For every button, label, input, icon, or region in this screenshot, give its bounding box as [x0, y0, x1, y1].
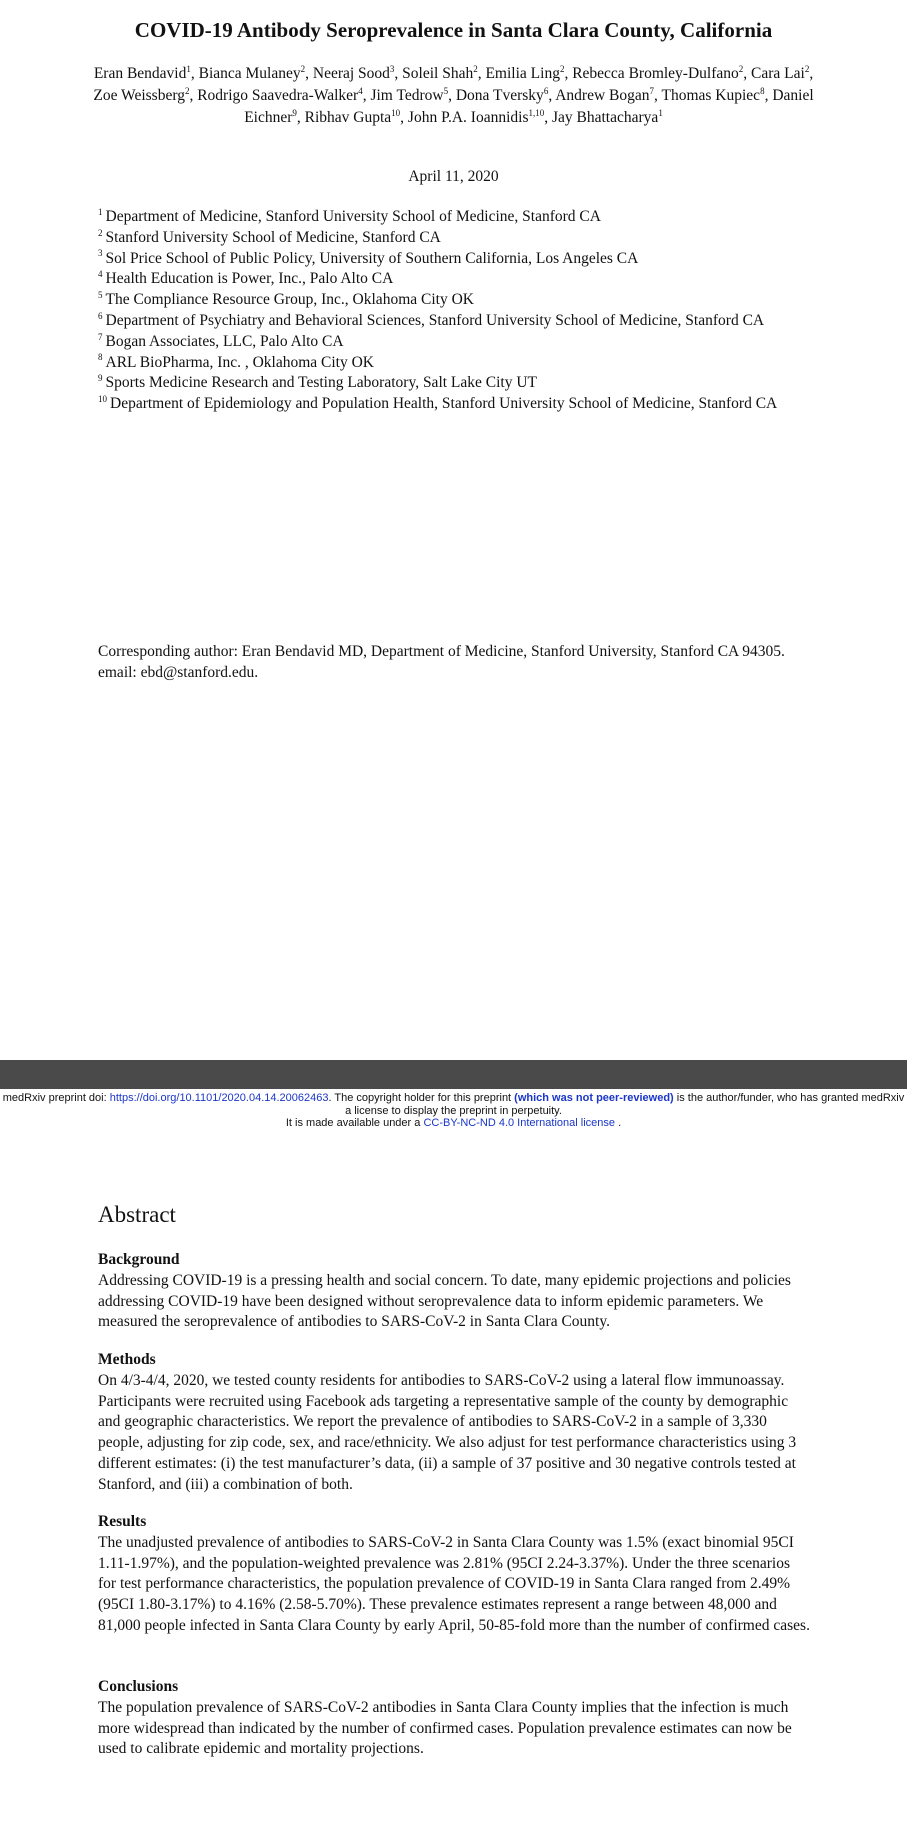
license-link[interactable]: CC-BY-NC-ND 4.0 International license [423, 1117, 616, 1129]
affiliation-number: 10 [98, 394, 107, 405]
author [555, 87, 654, 104]
affiliation-item [98, 373, 818, 394]
results-heading: Results [98, 1513, 147, 1530]
author [313, 65, 395, 82]
author [94, 65, 191, 82]
abstract-results [98, 1512, 810, 1637]
affiliation-list [98, 207, 818, 415]
author [485, 65, 564, 82]
author-affiliation-mark: 1 [186, 63, 191, 74]
affiliation-item [98, 207, 818, 228]
author-list: Eran Bendavid$^1$, Bianca Mulaney$^2$, Neeraj Sood$^3$, Soleil Shah$^2$, Emilia Ling$^2$, Rebecca Bromley-Dulfano$^2$, Cara Lai$^2$, Zoe Weissberg$^2$, Rodrigo Saavedra-Walker$^4$, Jim Tedrow$^5$, Dona Tversky$^6$, Andrew Bogan$^7$, Thomas Kupiec$^8$, Daniel Eichner$^9$, Ribhav Gupta$^{10}$, John P.A. Ioannidis$^{1,10}$, Jay Bhattacharya$^1$ [93, 63, 814, 126]
affiliation-number: 5 [98, 290, 103, 301]
author-name: Dona Tversky [455, 87, 544, 104]
results-text: The unadjusted prevalence of antibodies to SARS-CoV-2 in Santa Clara County was 1.5% (exact binomial 95CI 1.11-1.97%), and the population-weighted prevalence was 2.81% (95CI 2.24-3.37%). Under the three scenarios for test performance characteristics, the population prevalence of COVID-19 in Santa Clara ranged from 2.49% (95CI 1.80-3.17%) to 4.16% (2.58-5.70%). These prevalence estimates represent a range between 48,000 and 81,000 people infected in Santa Clara County by early April, 50-85-fold more than the number of confirmed cases. [98, 1533, 810, 1634]
author-affiliation-mark: 1,10 [528, 107, 545, 118]
affiliation-text: Health Education is Power, Inc., Palo Alto CA [105, 270, 394, 288]
author [93, 87, 189, 104]
author-affiliation-mark: 4 [358, 85, 363, 96]
author-affiliation-mark: 7 [649, 85, 654, 96]
affiliation-item [98, 311, 818, 332]
affiliation-number: 1 [98, 206, 103, 217]
affiliation-number: 2 [98, 227, 103, 238]
preprint-notice [0, 1092, 907, 1130]
paper-title: COVID-19 Antibody Seroprevalence in Santa Clara County, California [134, 18, 773, 42]
author-affiliation-mark: 2 [300, 63, 306, 74]
author [552, 109, 663, 126]
author-name: Jim Tedrow [370, 87, 444, 104]
affiliation-item [98, 249, 818, 270]
author-name: Andrew Bogan [555, 87, 650, 104]
affiliation-text: Sports Medicine Research and Testing Laboratory, Salt Lake City UT [105, 374, 538, 392]
conclusions-heading: Conclusions [98, 1678, 179, 1695]
author-affiliation-mark: 5 [443, 85, 449, 96]
affiliation-text: Bogan Associates, LLC, Palo Alto CA [105, 332, 344, 350]
author [456, 87, 548, 104]
page-two [0, 1089, 907, 1825]
author-affiliation-mark: 2 [473, 63, 478, 74]
author-affiliation-mark: 2 [184, 85, 190, 96]
affiliation-text: Stanford University School of Medicine, Stanford CA [105, 228, 441, 246]
author-affiliation-mark: 10 [391, 107, 401, 118]
corresponding-author: Corresponding author: Eran Bendavid MD, Department of Medicine, Stanford University, Stanford CA 94305. email: ebd@stanford.edu. [98, 643, 785, 681]
author-name: Eran Bendavid [93, 65, 187, 82]
affiliation-text: ARL BioPharma, Inc. , Oklahoma City OK [105, 353, 374, 371]
author-name: Rodrigo Saavedra-Walker [197, 87, 359, 104]
affiliation-number: 7 [98, 331, 103, 342]
author [661, 87, 764, 104]
author-name: Bianca Mulaney [198, 65, 301, 82]
affiliation-text: Department of Medicine, Stanford University School of Medicine, Stanford CA [105, 208, 601, 225]
author-affiliation-mark: 3 [389, 63, 395, 74]
author-affiliation-mark: 6 [543, 85, 549, 96]
author [197, 87, 363, 104]
background-text: Addressing COVID-19 is a pressing health and social concern. To date, many epidemic projections and policies addressing COVID-19 have been designed without seroprevalence data to inform epidemic parameters. We measured the seroprevalence of antibodies to SARS-CoV-2 in Santa Clara County. [98, 1271, 791, 1331]
author-name: Thomas Kupiec [661, 87, 761, 104]
affiliation-item [98, 332, 818, 353]
author-affiliation-mark: 2 [804, 63, 810, 74]
publication-date: April 11, 2020 [408, 168, 499, 185]
methods-text: On 4/3-4/4, 2020, we tested county residents for antibodies to SARS-CoV-2 using a lateral flow immunoassay. Participants were recruited using Facebook ads targeting a representative sample of the county by demographic and geographic characteristics. We report the prevalence of antibodies to SARS-CoV-2 in a sample of 3,330 people, adjusting for zip code, sex, and race/ethnicity. We also adjust for test performance characteristics using 3 different estimates: (i) the test manufacturer’s data, (ii) a sample of 37 positive and 30 negative controls tested at Stanford, and (iii) a combination of both. [98, 1371, 797, 1493]
author-affiliation-mark: 2 [559, 63, 565, 74]
affiliation-item [98, 228, 818, 249]
author [751, 65, 809, 82]
affiliation-text: Sol Price School of Public Policy, University of Southern California, Los Angeles CA [105, 249, 639, 267]
affiliation-item [98, 290, 818, 311]
affiliation-number: 4 [98, 269, 103, 280]
author-affiliation-mark: 1 [658, 107, 663, 118]
author-name: Neeraj Sood [312, 65, 390, 82]
affiliation-number: 6 [98, 310, 103, 321]
doi-link[interactable]: https://doi.org/10.1101/2020.04.14.20062463 [109, 1092, 329, 1104]
author [402, 65, 478, 82]
affiliation-item [98, 353, 818, 374]
affiliation-text: Department of Psychiatry and Behavioral Sciences, Stanford University School of Medicine, Stanford CA [105, 311, 765, 329]
methods-heading: Methods [98, 1351, 156, 1368]
author [370, 87, 448, 104]
affiliation-number: 3 [98, 248, 103, 259]
affiliation-item [98, 394, 818, 415]
author-affiliation-mark: 8 [760, 85, 765, 96]
abstract-methods [98, 1350, 810, 1496]
author-name: Zoe Weissberg [93, 87, 185, 104]
author-affiliation-mark: 9 [292, 107, 297, 118]
affiliation-text: Department of Epidemiology and Population Health, Stanford University School of Medicine, Stanford CA [110, 395, 778, 413]
author [305, 109, 401, 126]
author-name: Ribhav Gupta [304, 109, 392, 126]
affiliation-text: The Compliance Resource Group, Inc., Oklahoma City OK [105, 291, 474, 309]
page-separator [0, 1060, 907, 1089]
author-name: Cara Lai [751, 65, 805, 82]
author-name: Soleil Shah [402, 65, 474, 82]
abstract-background [98, 1250, 810, 1333]
author-name: Rebecca Bromley-Dulfano [572, 65, 739, 82]
conclusions-text: The population prevalence of SARS-CoV-2 antibodies in Santa Clara County implies that the infection is much more widespread than indicated by the number of confirmed cases. Population prevalence estimates can now be used to calibrate epidemic and mortality projections. [98, 1698, 792, 1758]
author [199, 65, 306, 82]
affiliation-number: 8 [98, 352, 103, 363]
author-name: Emilia Ling [485, 65, 560, 82]
peer-review-note: (which was not peer-reviewed) [514, 1092, 674, 1104]
license-prefix: It is made available under a [285, 1117, 424, 1129]
preprint-mid: . The copyright holder for this preprint [328, 1092, 515, 1104]
author [408, 109, 544, 126]
abstract-heading: Abstract [98, 1202, 176, 1227]
license-suffix: . [615, 1117, 622, 1129]
preprint-prefix: medRxiv preprint doi: [2, 1092, 110, 1104]
background-heading: Background [98, 1251, 180, 1268]
abstract-conclusions [98, 1677, 810, 1760]
author [572, 65, 743, 82]
author-name: John P.A. Ioannidis [407, 109, 529, 126]
affiliation-item [98, 269, 818, 290]
preprint-suffix: is the author/funder, who has granted medRxiv a license to display the preprint in perpetuity. [345, 1092, 905, 1117]
author-name: Jay Bhattacharya [552, 109, 659, 126]
affiliation-number: 9 [98, 373, 103, 384]
author-name: Daniel Eichner [244, 87, 814, 126]
author-affiliation-mark: 2 [738, 63, 744, 74]
